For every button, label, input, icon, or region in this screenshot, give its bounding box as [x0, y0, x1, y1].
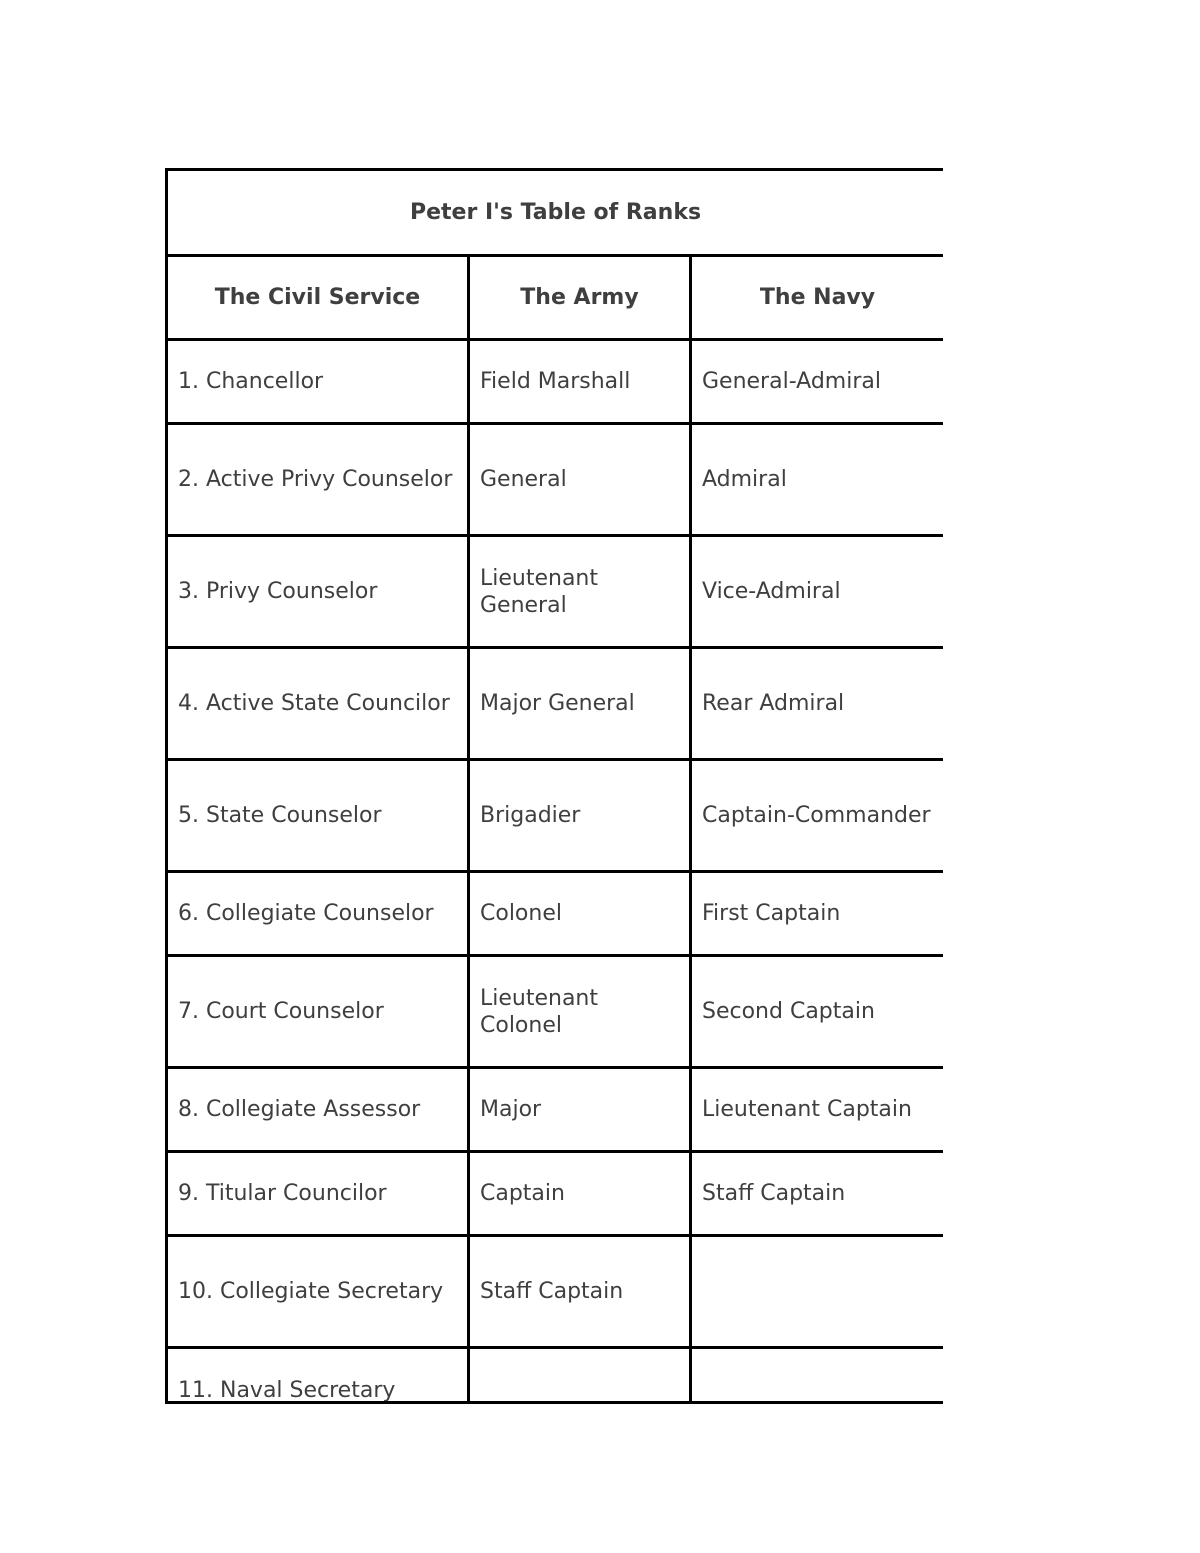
- table-row: [167, 648, 944, 760]
- army-rank-cell: Major General: [469, 648, 691, 760]
- army-rank-cell: Major: [469, 1068, 691, 1152]
- table-title-row: [167, 170, 944, 256]
- civil-rank-cell: 7. Court Counselor: [167, 956, 469, 1068]
- column-header-army: The Army: [469, 256, 691, 340]
- army-rank-cell: General: [469, 424, 691, 536]
- civil-rank-cell: 6. Collegiate Counselor: [167, 872, 469, 956]
- table-row: [167, 1152, 944, 1236]
- navy-rank-cell: Second Captain: [691, 956, 944, 1068]
- navy-rank-cell: Staff Captain: [691, 1152, 944, 1236]
- column-header-civil-service: The Civil Service: [167, 256, 469, 340]
- army-rank-cell: Captain: [469, 1152, 691, 1236]
- navy-rank-cell: Captain-Commander: [691, 760, 944, 872]
- army-rank-cell: [469, 1348, 691, 1405]
- navy-rank-cell: Rear Admiral: [691, 648, 944, 760]
- civil-rank-cell: 4. Active State Councilor: [167, 648, 469, 760]
- army-rank-cell: Lieutenant General: [469, 536, 691, 648]
- army-rank-cell: Colonel: [469, 872, 691, 956]
- civil-rank-cell: 8. Collegiate Assessor: [167, 1068, 469, 1152]
- table-row: [167, 1236, 944, 1348]
- civil-rank-cell: 3. Privy Counselor: [167, 536, 469, 648]
- army-rank-cell: Field Marshall: [469, 340, 691, 424]
- ranks-table: [165, 168, 943, 1404]
- table-row: [167, 424, 944, 536]
- civil-rank-cell: 5. State Counselor: [167, 760, 469, 872]
- table-row: [167, 536, 944, 648]
- navy-rank-cell: [691, 1236, 944, 1348]
- civil-rank-cell: 1. Chancellor: [167, 340, 469, 424]
- column-header-navy: The Navy: [691, 256, 944, 340]
- table-header-row: [167, 256, 944, 340]
- table-row: [167, 872, 944, 956]
- table-row: [167, 956, 944, 1068]
- civil-rank-cell: 10. Collegiate Secretary: [167, 1236, 469, 1348]
- table-row: [167, 340, 944, 424]
- civil-rank-cell: 2. Active Privy Counselor: [167, 424, 469, 536]
- army-rank-cell: Lieutenant Colonel: [469, 956, 691, 1068]
- army-rank-cell: Staff Captain: [469, 1236, 691, 1348]
- civil-rank-cell: 9. Titular Councilor: [167, 1152, 469, 1236]
- ranks-table-container: [165, 168, 943, 1404]
- civil-rank-cell: 11. Naval Secretary: [167, 1348, 469, 1405]
- table-title: Peter I's Table of Ranks: [167, 170, 944, 256]
- navy-rank-cell: Vice-Admiral: [691, 536, 944, 648]
- navy-rank-cell: General-Admiral: [691, 340, 944, 424]
- table-row: [167, 1348, 944, 1405]
- table-row: [167, 1068, 944, 1152]
- navy-rank-cell: First Captain: [691, 872, 944, 956]
- navy-rank-cell: Lieutenant Captain: [691, 1068, 944, 1152]
- table-row: [167, 760, 944, 872]
- navy-rank-cell: [691, 1348, 944, 1405]
- navy-rank-cell: Admiral: [691, 424, 944, 536]
- army-rank-cell: Brigadier: [469, 760, 691, 872]
